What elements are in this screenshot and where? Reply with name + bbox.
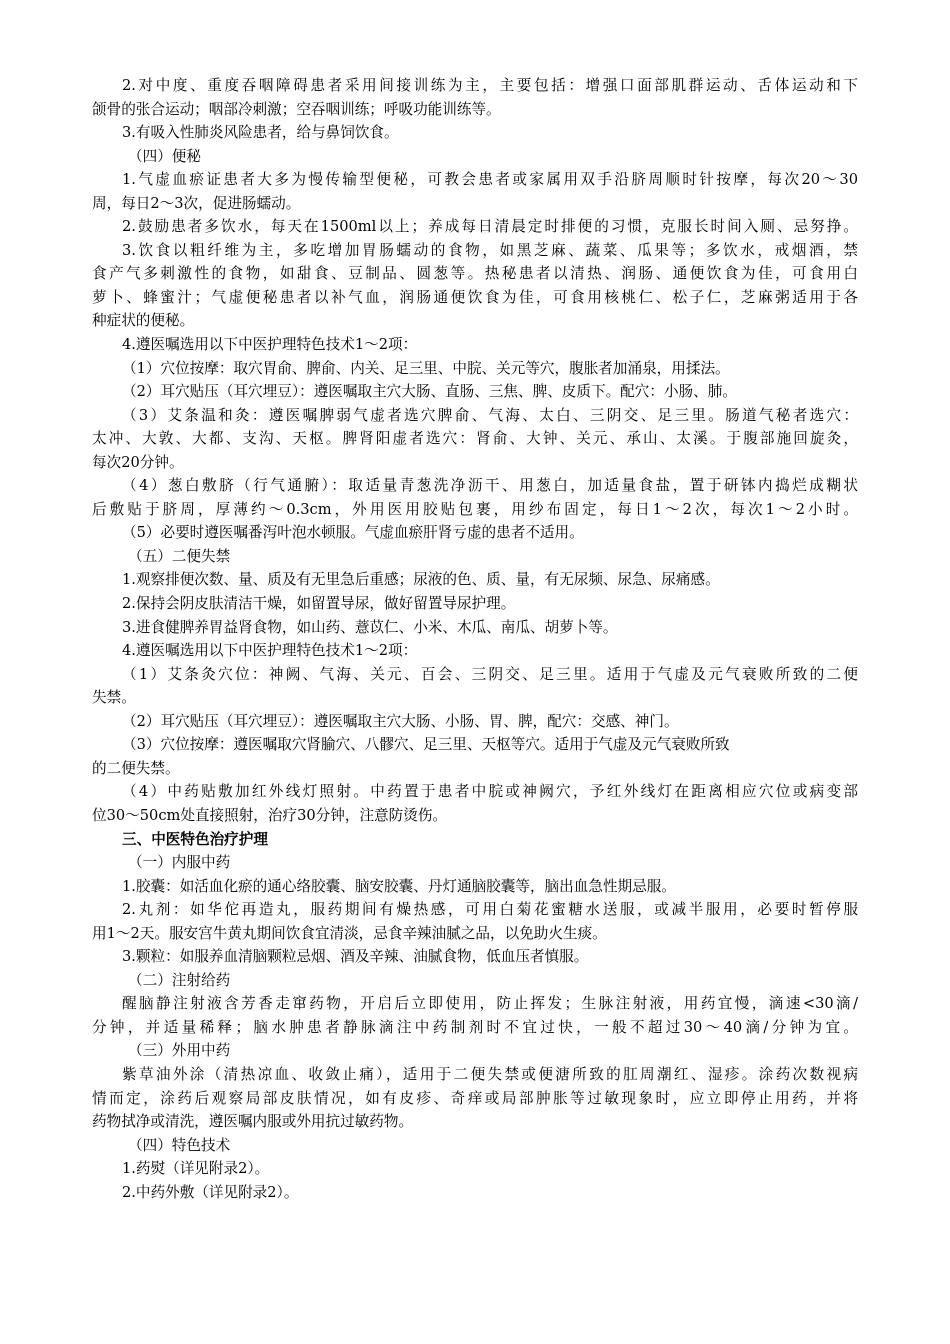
text-line: 1.气虚血瘀证患者大多为慢传输型便秘，可教会患者或家属用双手沿脐周顺时针按摩，每次20～30	[122, 171, 858, 189]
text-line: 1.胶囊：如活血化瘀的通心络胶囊、脑安胶囊、丹灯通脑胶囊等，脑出血急性期忌服。	[122, 877, 676, 895]
text-line: 2.中药外敷（详见附录2）。	[122, 1183, 299, 1201]
text-line: 3.有吸入性肺炎风险患者，给与鼻饲饮食。	[122, 124, 399, 142]
text-line: 2.丸剂：如华佗再造丸，服药期间有燥热感，可用白菊花蜜糖水送服，或减半服用，必要时暂停服	[122, 901, 858, 919]
text-line: 情而定，涂药后观察局部皮肤情况，如有皮疹、奇痒或局部肿胀等过敏现象时，应立即停止用药，并将	[92, 1089, 858, 1107]
text-line: 3.颗粒：如服养血清脑颗粒忌烟、酒及辛辣、油腻食物，低血压者慎服。	[122, 948, 589, 966]
text-line: 醒脑静注射液含芳香走窜药物，开启后立即使用，防止挥发；生脉注射液，用药宜慢，滴速<30滴/	[122, 995, 858, 1013]
text-line: 位30～50cm处直接照射，治疗30分钟，注意防烫伤。	[92, 806, 448, 824]
text-line: 2.鼓励患者多饮水，每天在1500ml以上；养成每日清晨定时排便的习惯，克服长时间入厕、忌努挣。	[122, 218, 858, 236]
text-line: （2）耳穴贴压（耳穴埋豆）：遵医嘱取主穴大肠、直肠、三焦、脾、皮质下。配穴：小肠、肺。	[122, 383, 737, 401]
text-line: 1.观察排便次数、量、质及有无里急后重感；尿液的色、质、量，有无尿频、尿急、尿痛感。	[122, 571, 720, 589]
text-line: 的二便失禁。	[92, 759, 180, 777]
subsection-heading: （一）内服中药	[128, 854, 231, 872]
text-line: 2.保持会阴皮肤清洁干燥，如留置导尿，做好留置导尿护理。	[122, 595, 516, 613]
subsection-heading: （四）特色技术	[128, 1136, 231, 1154]
text-line: （5）必要时遵医嘱番泻叶泡水顿服。气虚血瘀肝肾亏虚的患者不适用。	[122, 524, 584, 542]
text-line: 1.药熨（详见附录2）。	[122, 1160, 270, 1178]
text-line: 后敷贴于脐周，厚薄约～0.3cm，外用医用胶贴包裹，用纱布固定，每日1～2次，每次1～2小时。	[92, 500, 858, 518]
text-line: 4.遵医嘱选用以下中医护理特色技术1～2项：	[122, 336, 418, 354]
text-line: （4）葱白敷脐（行气通腑）：取适量青葱洗净沥干、用葱白，加适量食盐，置于研钵内捣烂成糊状	[122, 477, 858, 495]
text-line: 2.对中度、重度吞咽障碍患者采用间接训练为主，主要包括：增强口面部肌群运动、舌体运动和下	[122, 77, 858, 94]
text-line: 食产气多刺激性的食物，如甜食、豆制品、圆葱等。热秘患者以清热、润肠、通便饮食为佳，可食用白	[92, 265, 858, 283]
section-heading: 三、中医特色治疗护理	[122, 830, 268, 848]
text-line: （2）耳穴贴压（耳穴埋豆）：遵医嘱取主穴大肠、小肠、胃、脾，配穴：交感、神门。	[122, 712, 679, 730]
text-line: 3.饮食以粗纤维为主，多吃增加胃肠蠕动的食物，如黑芝麻、蔬菜、瓜果等；多饮水，戒烟酒，禁	[122, 241, 858, 259]
subsection-heading: （三）外用中药	[128, 1042, 231, 1060]
text-line: 紫草油外涂（清热凉血、收敛止痛），适用于二便失禁或便溏所致的肛周潮红、湿疹。涂药次数视病	[122, 1065, 858, 1083]
subsection-heading: （四）便秘	[128, 147, 201, 165]
text-line: （3）穴位按摩：遵医嘱取穴肾腧穴、八髎穴、足三里、天枢等穴。适用于气虚及元气衰败所致	[122, 736, 730, 754]
text-line: 周，每日2～3次，促进肠蠕动。	[92, 194, 301, 212]
text-line: 每次20分钟。	[92, 453, 184, 471]
text-line: （1）艾条灸穴位：神阙、气海、关元、百会、三阴交、足三里。适用于气虚及元气衰败所致的二便	[122, 665, 858, 683]
text-line: 种症状的便秘。	[92, 312, 195, 330]
text-line: （3）艾条温和灸：遵医嘱脾弱气虚者选穴脾俞、气海、太白、三阴交、足三里。肠道气秘者选穴：	[122, 406, 858, 424]
subsection-heading: （五）二便失禁	[128, 547, 231, 565]
text-line: （1）穴位按摩：取穴胃俞、脾俞、内关、足三里、中脘、关元等穴，腹胀者加涌泉，用揉法。	[122, 359, 730, 377]
text-line: 分钟，并适量稀释；脑水肿患者静脉滴注中药制剂时不宜过快，一般不超过30～40滴/分钟为宜。	[92, 1018, 858, 1036]
text-line: 失禁。	[92, 689, 136, 707]
text-line: 颌骨的张合运动；咽部冷刺激；空吞咽训练；呼吸功能训练等。	[92, 100, 501, 118]
text-line: 3.进食健脾养胃益肾食物，如山药、薏苡仁、小米、木瓜、南瓜、胡萝卜等。	[122, 618, 618, 636]
text-line: 4.遵医嘱选用以下中医护理特色技术1～2项：	[122, 642, 418, 660]
subsection-heading: （二）注射给药	[128, 971, 231, 989]
text-line: 萝卜、蜂蜜汁；气虚便秘患者以补气血，润肠通便饮食为佳，可食用核桃仁、松子仁，芝麻粥适用于各	[92, 288, 858, 306]
text-line: （4）中药贴敷加红外线灯照射。中药置于患者中脘或神阙穴，予红外线灯在距离相应穴位或病变部	[122, 783, 858, 801]
text-line: 药物拭净或清洗，遵医嘱内服或外用抗过敏药物。	[92, 1113, 414, 1131]
text-line: 用1～2天。服安宫牛黄丸期间饮食宜清淡，忌食辛辣油腻之品，以免助火生痰。	[92, 924, 607, 942]
document-body	[92, 74, 858, 1204]
text-line: 太冲、大敦、大都、支沟、天枢。脾肾阳虚者选穴：肾俞、大钟、关元、承山、太溪。于腹部施回旋灸，	[92, 430, 858, 448]
